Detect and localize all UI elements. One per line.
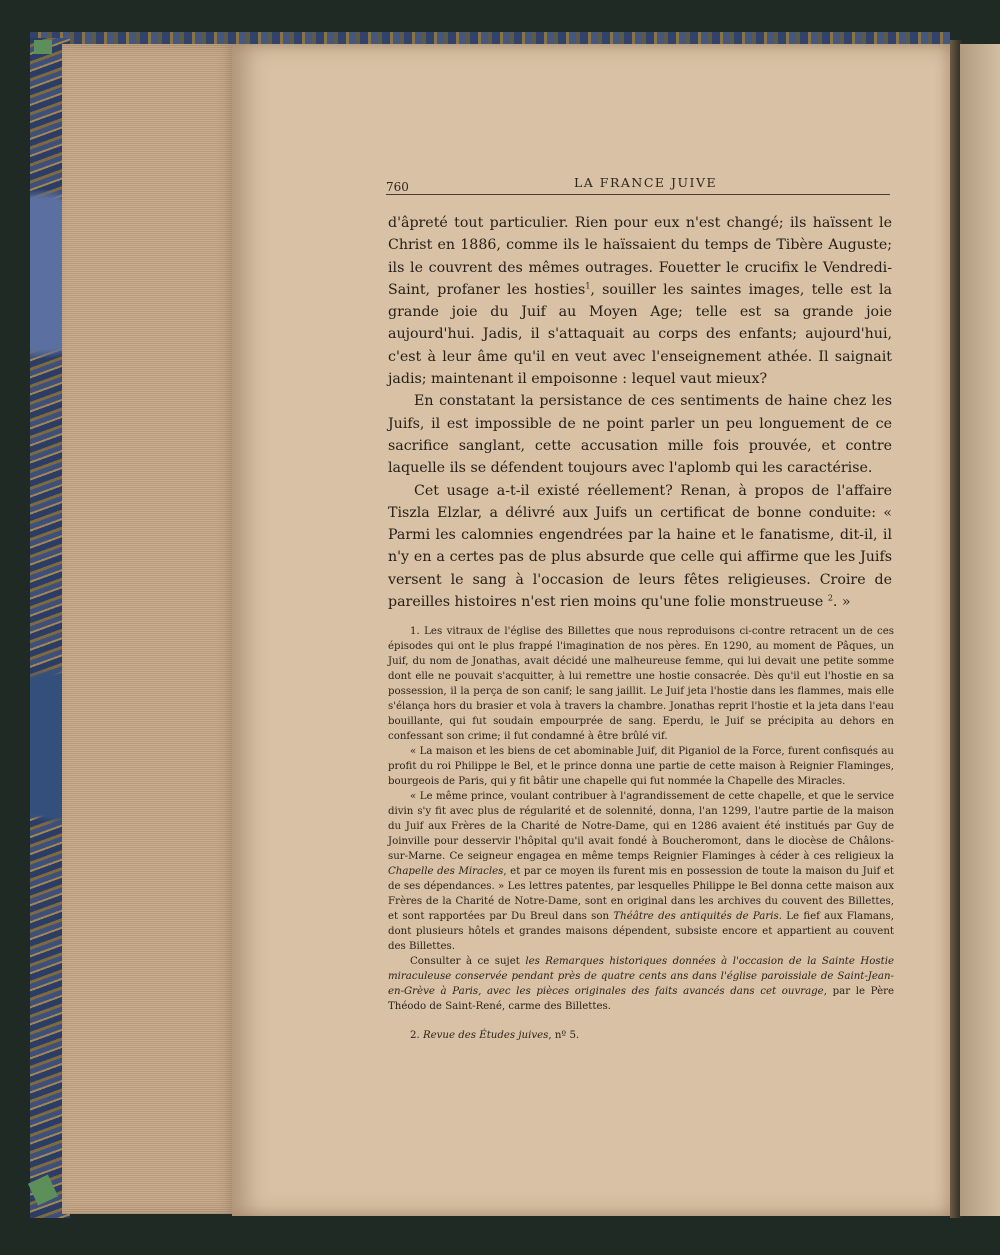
header-rule — [386, 194, 890, 195]
cover-corner-mark — [34, 40, 52, 54]
page-number: 760 — [386, 180, 409, 194]
footnote-1-quote: « La maison et les biens de cet abominable Juif, dit Piganiol de la Force, furent confisqués au profit du roi Philippe le Bel, et le prince donna une partie de cette maison à Reignier Flaminges, bourgeois de Paris, qui y fit bâtir une chapelle qui fut nommée la Chapelle des Miracles. — [388, 746, 894, 787]
footnote-2: 2. Revue des Études juives, nº 5. — [410, 1030, 580, 1041]
footnote-1-quote-cont: « Le même prince, voulant contribuer à l'agrandissement de cette chapelle, et que le service divin s'y fit avec plus de régularité et de solennité, donna, l'an 1299, l'autre partie de la maison du Juif aux Frères de la Charité de Notre-Dame, qui en 1286 avaient été institués par Guy de Joinville pour desservir l'hôpital qu'il avait fondé à Boucheromont, dans le diocèse de Châlons-sur-Marne. Ce seigneur engagea en même temps Reignier Flaminges à céder à ces religieux la Chapelle des Miracles, et par ce moyen ils furent mis en possession de toute la maison du Juif et de ses dépendances. » Les lettres patentes, par lesquelles Philippe le Bel donna cette maison aux Frères de la Charité de Notre-Dame, sont en original dans les archives du couvent des Billettes, et sont rapportées par Du Breul dans son Théâtre des antiquités de Paris. Le fief aux Flamans, dont plusieurs hôtels et grandes maisons dépendent, subsiste encore et appartient au couvent des Billettes. — [388, 791, 894, 952]
footnote-1-reference: Consulter à ce sujet les Remarques historiques données à l'occasion de la Sainte Hostie miraculeuse conservée pendant près de quatre cents ans dans l'église paroissiale de Saint-Jean-en-Grève à Paris, avec les pièces originales des faits avancés dans cet ouvrage, par le Père Théodo de Saint-René, carme des Billettes. — [388, 956, 895, 1012]
footnote-ref-2: 2 — [827, 593, 833, 603]
main-text — [388, 212, 892, 613]
paragraph-3: Cet usage a-t-il existé réellement? Renan, à propos de l'affaire Tiszla Elzlar, a délivré aux Juifs un certificat de bonne conduite: « Parmi les calomnies engendrées par la haine et le fanatisme, dit-il, il n'y en a certes pas de plus absurde que celle qui affirme que les Juifs versent le sang à l'occasion de leurs fêtes religieuses. Croire de pareilles histoires n'est rien moins qu'une folie monstrueuse $^2$. » — [388, 482, 892, 611]
running-title: LA FRANCE JUIVE — [574, 175, 718, 190]
footnotes — [388, 624, 894, 1043]
facing-page-edge — [960, 44, 1000, 1216]
page-block-edge — [62, 44, 239, 1214]
footnote-1: 1. Les vitraux de l'église des Billettes que nous reproduisons ci-contre retracent un de ces épisodes qui ont le plus frappé l'imagination de nos pères. En 1290, au moment de Pâques, un Juif, du nom de Jonathas, avait décidé une malheureuse femme, qui lui devait une petite somme dont elle ne pouvait s'acquitter, à lui remettre une hostie consacrée. Dès qu'il eut l'hostie en sa possession, il la perça de son canif; le sang jaillit. Le Juif jeta l'hostie dans les flammes, mais elle s'élança hors du brasier et vola à travers la chambre. Jonathas reprit l'hostie et la jeta dans l'eau bouillante, qui fut soudain empourprée de sang. Eperdu, le Juif se précipita au dehors en confessant son crime; il fut condamné à être brûlé vif. — [388, 626, 894, 742]
footnote-ref-1: 1 — [585, 281, 591, 291]
paragraph-1: d'âpreté tout particulier. Rien pour eux n'est changé; ils haïssent le Christ en 1886, comme ils le haïssaient du temps de Tibère Auguste; ils le couvrent des mêmes outrages. Fouetter le crucifix le Vendredi-Saint, profaner les hosties$^1$, souiller les saintes images, telle est la grande joie du Juif au Moyen Age; telle est sa grande joie aujourd'hui. Jadis, il s'attaquait au corps des enfants; aujourd'hui, c'est à leur âme qu'il en veut avec l'enseignement athée. Il saignait jadis; maintenant il empoisonne : lequel vaut mieux? — [388, 215, 892, 388]
paragraph-2: En constatant la persistance de ces sentiments de haine chez les Juifs, il est impossible de ne point parler un peu longuement de ce sacrifice sanglant, cette accusation mille fois prouvée, et contre laquelle ils se défendent toujours avec l'aplomb qui les caractérise. — [388, 393, 892, 477]
